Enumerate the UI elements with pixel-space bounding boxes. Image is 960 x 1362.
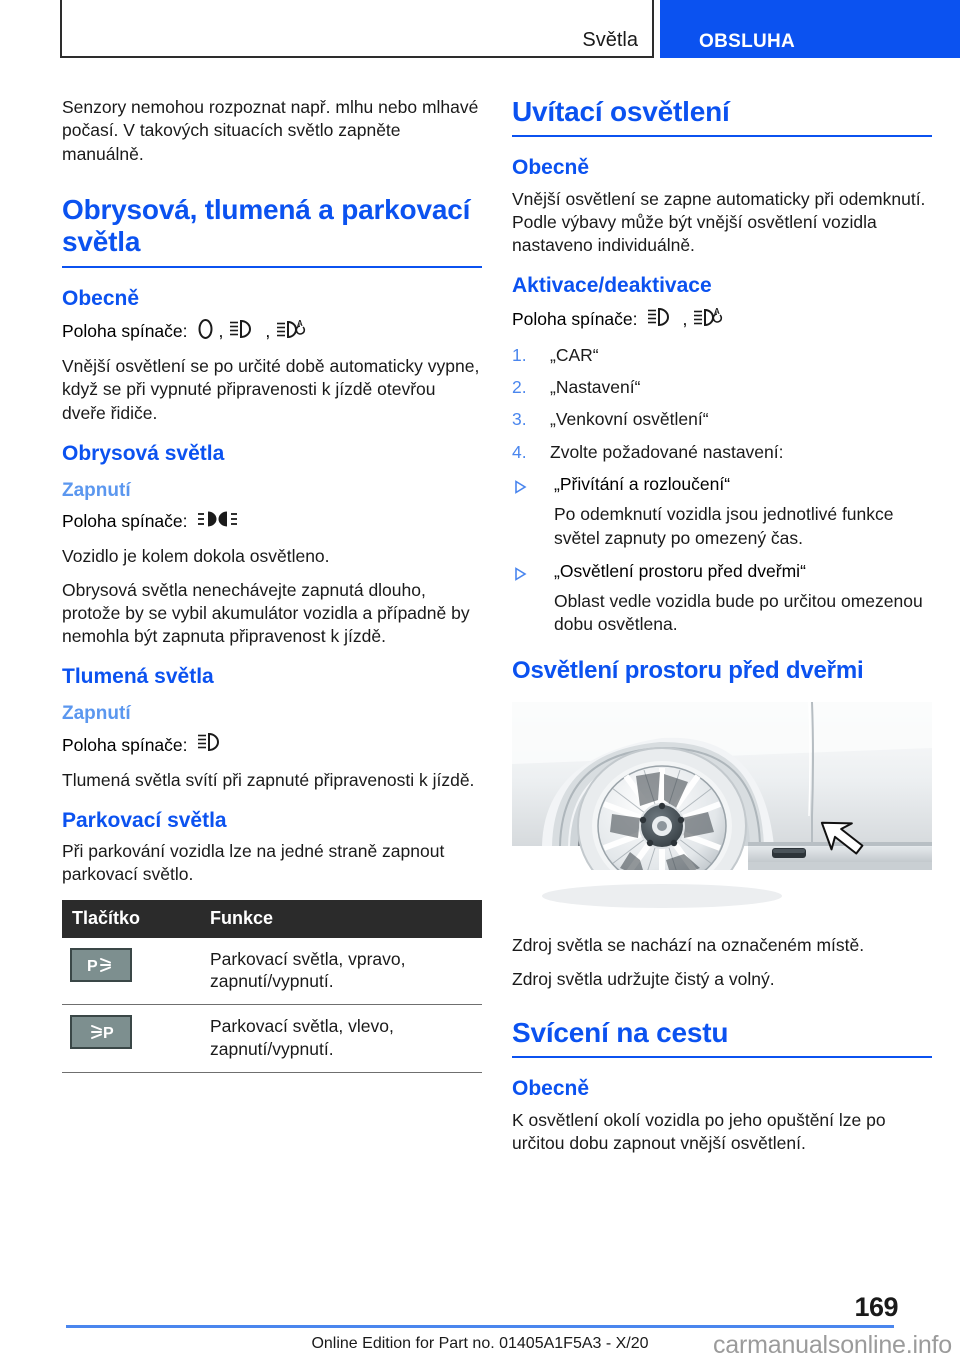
table-row [62,938,482,1005]
activation-options-list [512,560,932,583]
low-beam-icon [647,306,678,334]
activation-option-note: Oblast vedle vozidla bude po určitou omezenou dobu osvětlena. [554,591,923,635]
welcome-general-paragraph: Vnější osvětlení se zapne automaticky při odemknutí. Podle výbavy může být vnější osvětlení vozidla nastaveno individuálně. [512,188,926,256]
subheading-sidelights-on: Zapnutí [62,480,131,502]
heading-door-area-lighting: Osvětlení prostoru před dveřmi [512,656,864,684]
list-item-label: „Přivítání a rozloučení“ [554,473,731,494]
switch-position-general [62,318,482,346]
switch-position-label: Poloha spínače: [512,309,638,330]
table-cell-function: Parkovací světla, vlevo, zapnutí/vypnutí. [200,1005,482,1073]
list-item [512,473,932,496]
heading-sidelights: Obrysová světla [62,441,225,465]
heading-activation-deactivation: Aktivace/deaktivace [512,274,712,298]
parking-light-right-button-icon[interactable] [70,948,132,982]
low-beam-icon [229,318,260,346]
section-tab[interactable] [60,0,654,58]
parking-lights-paragraph: Při parkování vozidla lze na jedné straně zapnout parkovací světlo. [62,841,445,885]
heading-general-left: Obecně [62,286,140,310]
table-cell-function: Parkovací světla, vpravo, zapnutí/vypnutí. [200,938,482,1005]
chapter-tab-label: OBSLUHA [699,31,796,52]
chapter-tab[interactable] [660,0,960,58]
section-title-rule [512,135,932,137]
svg-text:A: A [714,306,721,316]
svg-text:P: P [103,1025,114,1043]
heading-parking-lights: Parkovací světla [62,808,227,832]
switch-position-sidelights [62,508,482,536]
list-item [512,441,932,464]
section-tab-label: Světla [582,29,638,51]
icon-separator: , [265,321,271,342]
switch-position-label: Poloha spínače: [62,321,188,342]
follow-me-home-paragraph: K osvětlení okolí vozidla po jeho opuštění lze po určitou dobu zapnout vnější osvětlení. [512,1109,886,1153]
left-column [62,96,482,1073]
sidelights-paragraph-1: Vozidlo je kolem dokola osvětleno. [62,546,330,567]
door-area-paragraph-2: Zdroj světla udržujte čistý a volný. [512,968,775,989]
list-item-label: Zvolte požadované nastavení: [550,441,784,462]
table-header-button: Tlačítko [62,900,200,938]
list-number: 2. [512,377,527,398]
subheading-lowbeam-on: Zapnutí [62,703,131,725]
switch-position-label: Poloha spínače: [62,734,188,755]
list-item [512,408,932,431]
parking-lights-icon [197,508,247,536]
table-cell-button [62,1005,200,1073]
section-title-follow-me-home: Svícení na cestu [512,1016,729,1048]
switch-position-welcome [512,306,932,334]
activation-option-note: Po odemknutí vozidla jsou jednotlivé funkce světel zapnuty po omezený čas. [554,504,894,548]
list-item [512,560,932,583]
list-item [512,376,932,399]
section-title-rule [62,266,482,268]
switch-position-lowbeam [62,731,482,759]
sidelights-paragraph-2: Obrysová světla nenechávejte zapnutá dlouho, protože by se vybil akumulátor vozidla a případně by nemohla být zapnuta připravenost k jízdě. [62,579,470,647]
intro-paragraph: Senzory nemohou rozpoznat např. mlhu nebo mlhavé počasí. V takových situacích světlo zapněte manuálně. [62,97,479,164]
list-item-label: „Nastavení“ [550,377,641,398]
activation-steps-list [512,344,932,464]
list-number: 4. [512,441,527,462]
section-title-welcome-light: Uvítací osvětlení [512,96,730,127]
svg-text:A: A [297,318,304,328]
list-item-label: „CAR“ [550,344,599,365]
lowbeam-paragraph: Tlumená světla svítí při zapnuté připravenosti k jízdě. [62,769,475,790]
footer-rule [66,1325,894,1328]
table-header-row [62,900,482,938]
icon-separator: , [682,309,688,330]
svg-text:P: P [87,957,98,975]
auto-light-icon [693,306,725,334]
watermark: carmanualsonline.info [712,1331,952,1359]
heading-general-welcome: Obecně [512,156,590,180]
icon-separator: , [218,321,224,342]
right-column [512,96,932,1165]
zero-icon [197,318,214,346]
edition-note: Online Edition for Part no. 01405A1F5A3 - X/20 [311,1335,649,1352]
activation-options-list [512,473,932,496]
switch-position-label: Poloha spínače: [62,511,188,532]
heading-lowbeam: Tlumená světla [62,665,214,689]
section-title-rule [512,1056,932,1058]
table-row [62,1005,482,1073]
list-number: 3. [512,409,527,430]
heading-general-follow-me-home: Obecně [512,1077,590,1101]
parking-light-buttons-table [62,900,482,1073]
auto-light-icon [276,318,308,346]
door-area-paragraph-1: Zdroj světla se nachází na označeném místě. [512,935,865,956]
list-number: 1. [512,344,527,365]
list-item [512,344,932,367]
low-beam-icon [197,731,228,759]
page-header [0,0,960,60]
vehicle-side-wheel-photo [512,696,932,918]
section-title-sidelights: Obrysová, tlumená a parkovací světla [62,193,471,258]
table-header-function: Funkce [200,900,482,938]
parking-light-left-button-icon[interactable] [70,1015,132,1049]
page-number: 169 [854,1292,898,1322]
general-paragraph-left: Vnější osvětlení se po určité době automaticky vypne, když se při vypnuté připravenosti k jízdě otevřou dveře řidiče. [62,356,480,423]
list-item-label: „Osvětlení prostoru před dveřmi“ [554,560,806,581]
list-item-label: „Venkovní osvětlení“ [550,409,709,430]
table-cell-button [62,938,200,1005]
